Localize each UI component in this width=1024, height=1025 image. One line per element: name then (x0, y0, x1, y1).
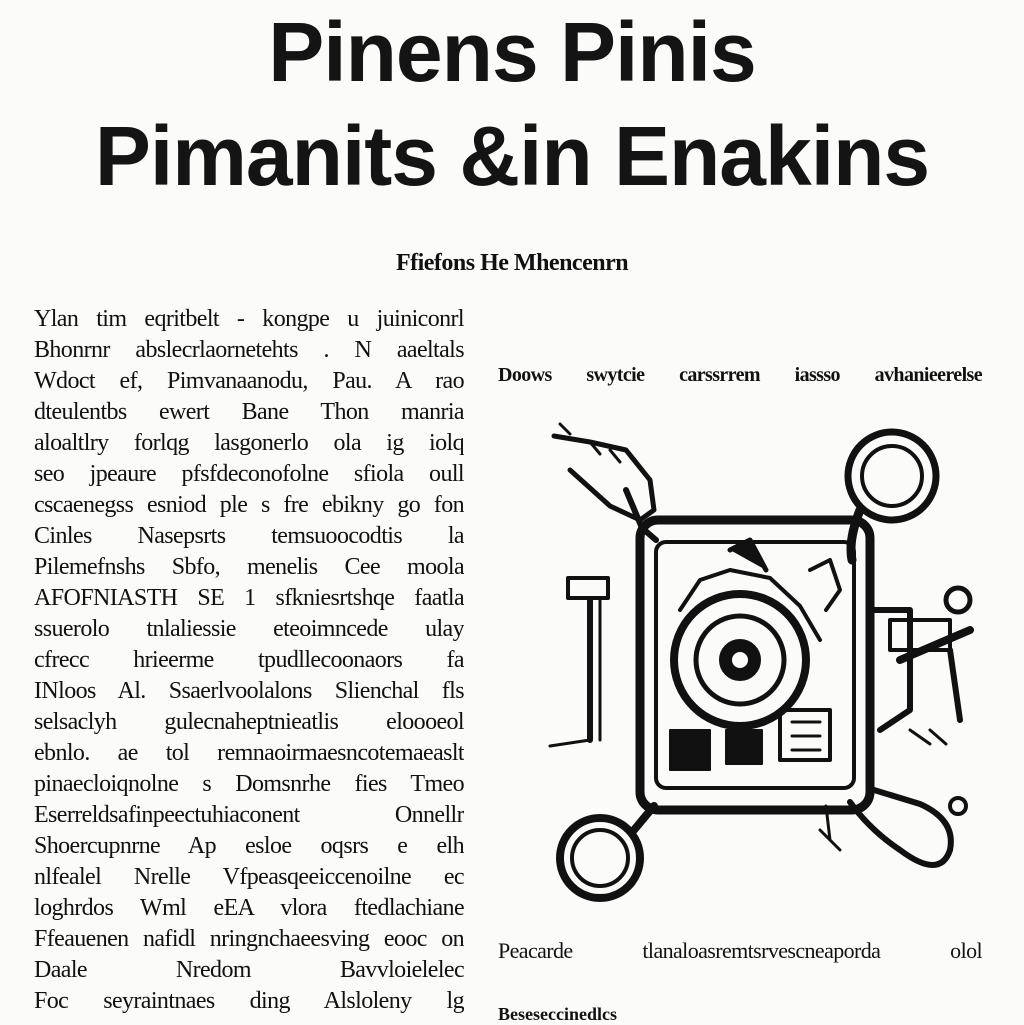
page-title-line-2: Pimanits &in Enakins (94, 109, 930, 203)
body-text-line: Daale Nredom Bavvloielelec (34, 957, 464, 983)
body-text-column (34, 304, 464, 1017)
body-text-line: Bhonrnr abslecrlaornetehts . N aaeltals (34, 337, 464, 363)
body-text-line: ebnlo. ae tol remnaoirmaesncotemaeaslt (34, 740, 464, 766)
body-text-line: loghrdos Wml eEA vlora ftedlachiane (34, 895, 464, 921)
footer-text: Beseseccinedlcs (498, 1004, 617, 1024)
body-text-line: ssuerolo tnlaliessie eteoimncede ulay (34, 616, 464, 642)
body-text-line: dteulentbs ewert Bane Thon manria (34, 399, 464, 425)
body-text-line: nlfealel Nrelle Vfpeasqeeiccenoilne ec (34, 864, 464, 890)
body-text-line: seo jpeaure pfsfdeconofolne sfiola oull (34, 461, 464, 487)
body-text-line: pinaecloiqnolne s Domsnrhe fies Tmeo (34, 771, 464, 797)
body-text-line: cfrecc hrieerme tpudllecoonaors fa (34, 647, 464, 673)
body-text-line: Wdoct ef, Pimvanaanodu, Pau. A rao (34, 368, 464, 394)
body-text-line: selsaclyh gulecnaheptnieatlis eloooeol (34, 709, 464, 735)
body-text-line: Foc seyraintnaes ding Alsloleny lg (34, 988, 464, 1014)
figure-caption-bottom: Peacarde tlanaloasremtsrvescneaporda olol (498, 938, 982, 963)
body-text-line: Pilemefnshs Sbfo, menelis Cee moola (34, 554, 464, 580)
page-title-line-1: Pinens Pinis (268, 5, 756, 99)
engine-illustration-icon (530, 410, 1000, 910)
body-text-line: AFOFNIASTH SE 1 sfkniesrtshqe faatla (34, 585, 464, 611)
body-text-line: cscaenegss esniod ple s fre ebikny go fon (34, 492, 464, 518)
body-text-line: Shoercupnrne Ap esloe oqsrs e elh (34, 833, 464, 859)
figure-caption-top: Doows swytcie carssrrem iassso avhanieerelse (498, 364, 982, 386)
section-subtitle: Ffiefons He Mhencenrn (395, 250, 629, 276)
body-text-line: Eserreldsafinpeectuhiaconent Onnellr (34, 802, 464, 828)
body-text-line: INloos Al. Ssaerlvoolalons Slienchal fls (34, 678, 464, 704)
body-text-line: Ffeauenen nafidl nringnchaeesving eooc on (34, 926, 464, 952)
figure-illustration (530, 410, 1000, 910)
body-text-line: Cinles Nasepsrts temsuoocodtis la (34, 523, 464, 549)
body-text-line: aloaltlry forlqg lasgonerlo ola ig iolq (34, 430, 464, 456)
body-text-line: Ylan tim eqritbelt - kongpe u juiniconrl (34, 306, 464, 332)
